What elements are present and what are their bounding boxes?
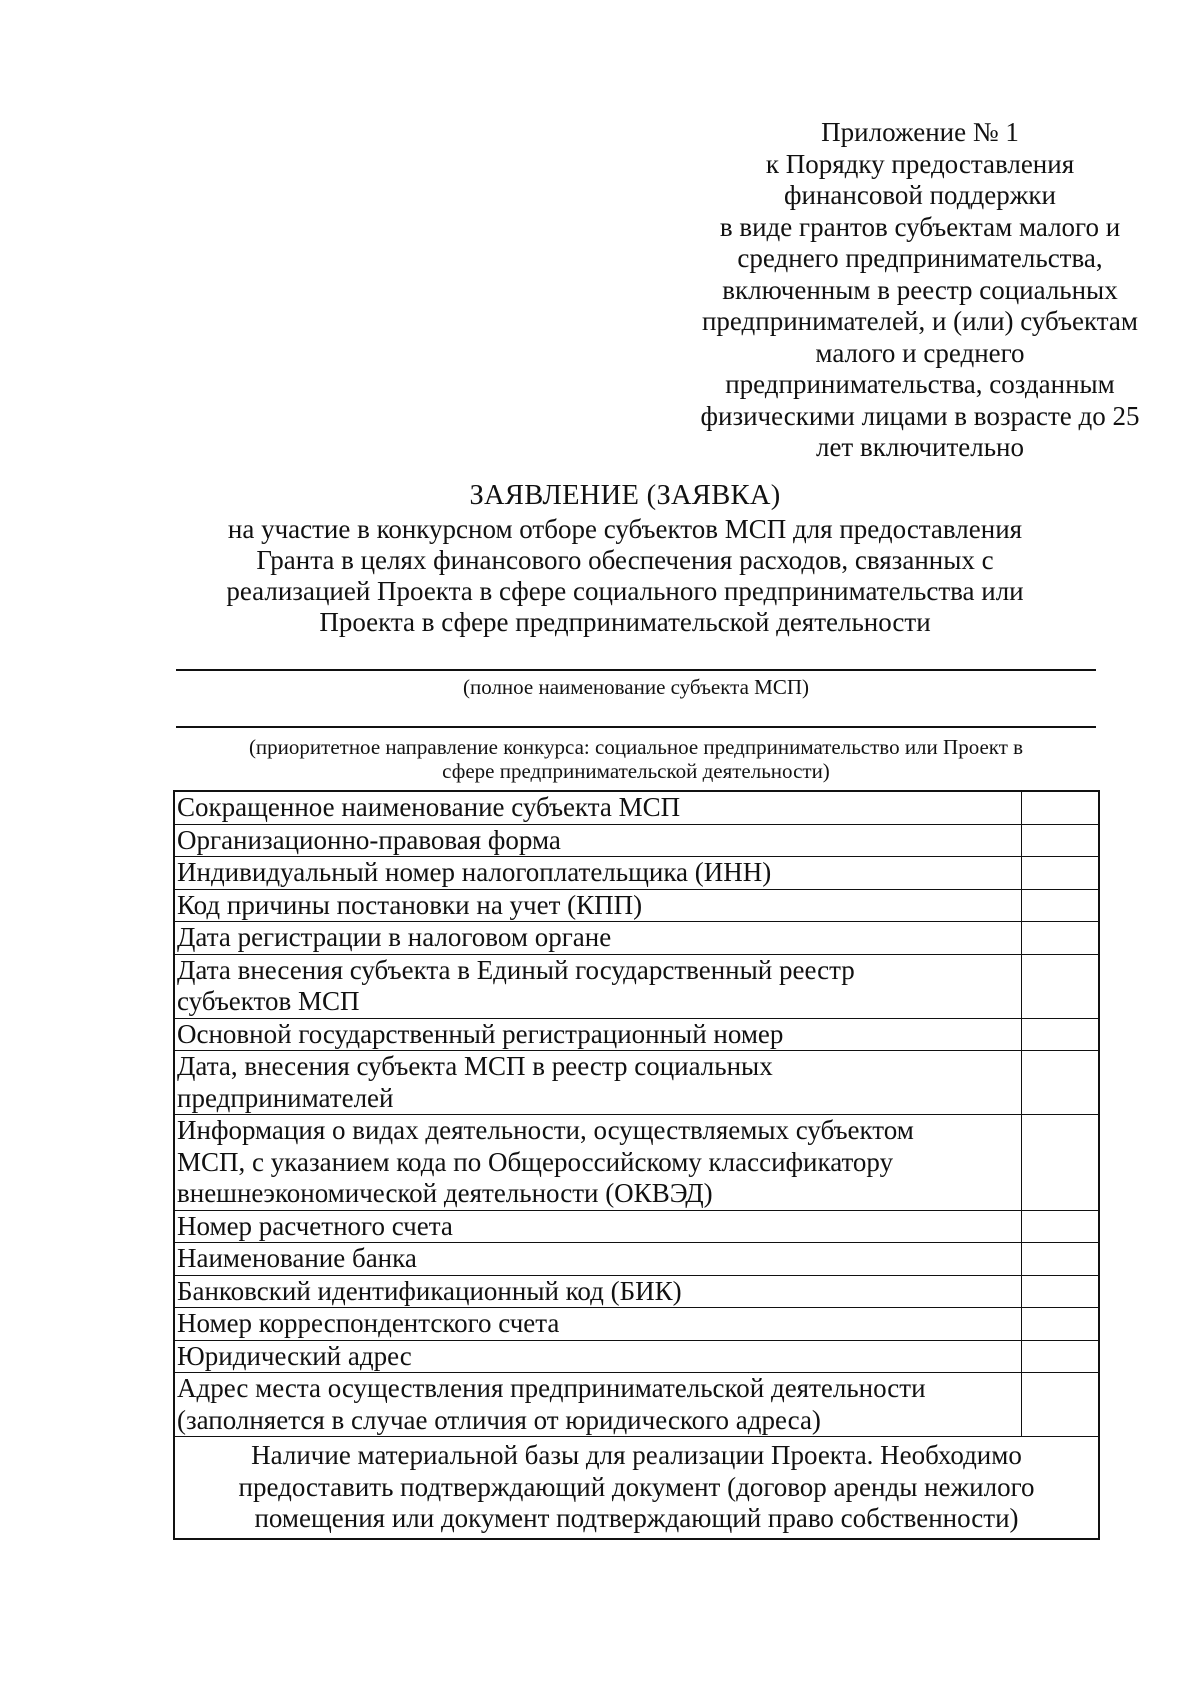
table-row [174, 824, 1099, 857]
field-label-line: Банковский идентификационный код (БИК) [177, 1275, 682, 1306]
document-subtitle-line: Проекта в сфере предпринимательской деятельности [319, 607, 931, 637]
field-label-line: Дата, внесения субъекта МСП в реестр социальных [177, 1051, 773, 1081]
field-label-line: Основной государственный регистрационный номер [177, 1018, 784, 1049]
field-label-line: субъектов МСП [177, 986, 360, 1016]
field-label-cell [174, 1051, 1022, 1115]
field-value-cell[interactable] [1022, 1340, 1100, 1373]
field-label-cell [174, 1308, 1022, 1341]
field-label-cell [174, 857, 1022, 890]
field-label-line: Организационно-правовая форма [177, 824, 561, 855]
field-label-line: предпринимателей [177, 1082, 394, 1113]
table-row [174, 1275, 1099, 1308]
field-label-cell [174, 1340, 1022, 1373]
appendix-line: среднего предпринимательства, [737, 243, 1103, 273]
table-row [174, 1018, 1099, 1051]
field-value-cell[interactable] [1022, 954, 1100, 1018]
table-row [174, 1243, 1099, 1276]
material-base-line: помещения или документ подтверждающий право собственности) [254, 1503, 1019, 1533]
field-label-line: Адрес места осуществления предпринимательской деятельности [177, 1373, 926, 1403]
field-label-line: Наименование банка [177, 1243, 417, 1273]
table-row [174, 954, 1099, 1018]
appendix-line: предпринимателей, и (или) субъектам [701, 306, 1139, 336]
appendix-line: в виде грантов субъектам малого и [719, 211, 1121, 242]
field-label-line: Сокращенное наименование субъекта МСП [177, 792, 681, 822]
field-label-cell [174, 954, 1022, 1018]
material-base-line: предоставить подтверждающий документ (договор аренды нежилого [238, 1471, 1035, 1502]
field-label-cell [174, 1373, 1022, 1437]
field-value-cell[interactable] [1022, 1210, 1100, 1243]
material-base-line: Наличие материальной базы для реализации Проекта. Необходимо [251, 1440, 1022, 1470]
appendix-line: лет включительно [815, 432, 1025, 462]
appendix-line: предпринимательства, созданным [725, 369, 1115, 399]
field-value-cell[interactable] [1022, 1018, 1100, 1051]
material-base-cell [174, 1437, 1099, 1539]
table-row [174, 791, 1099, 824]
field-label-cell [174, 1275, 1022, 1308]
appendix-line: Приложение № 1 [821, 117, 1019, 147]
full-name-fill-line[interactable] [176, 669, 1096, 671]
field-label-line: (заполняется в случае отличия от юридического адреса) [177, 1404, 821, 1435]
table-row [174, 1210, 1099, 1243]
appendix-line: включенным в реестр социальных [722, 274, 1118, 305]
document-subtitle-line: реализацией Проекта в сфере социального предпринимательства или [226, 576, 1024, 606]
field-value-cell[interactable] [1022, 1051, 1100, 1115]
field-value-cell[interactable] [1022, 1373, 1100, 1437]
field-value-cell[interactable] [1022, 922, 1100, 955]
direction-caption-line: (приоритетное направление конкурса: социальное предпринимательство или Проект в [248, 735, 1024, 759]
field-label-line: Дата регистрации в налоговом органе [177, 922, 612, 952]
full-name-caption: (полное наименование субъекта МСП) [462, 675, 810, 699]
field-label-cell [174, 889, 1022, 922]
table-row [174, 1308, 1099, 1341]
applicant-info-table [173, 790, 1100, 1540]
field-value-cell[interactable] [1022, 1275, 1100, 1308]
field-label-line: Юридический адрес [177, 1340, 412, 1371]
direction-fill-line[interactable] [176, 726, 1096, 728]
field-label-line: Дата внесения субъекта в Единый государственный реестр [177, 954, 855, 985]
table-row [174, 889, 1099, 922]
field-label-line: Индивидуальный номер налогоплательщика (ИНН) [177, 857, 772, 887]
material-base-row [174, 1437, 1099, 1539]
document-subtitle-line: на участие в конкурсном отборе субъектов МСП для предоставления [227, 514, 1023, 544]
table-row [174, 857, 1099, 890]
field-label-cell [174, 1210, 1022, 1243]
field-value-cell[interactable] [1022, 889, 1100, 922]
field-label-line: Номер расчетного счета [177, 1210, 453, 1241]
field-label-cell [174, 1018, 1022, 1051]
table-row [174, 1115, 1099, 1211]
table-row [174, 1340, 1099, 1373]
direction-caption-line: сфере предпринимательской деятельности) [442, 759, 830, 783]
document-title: ЗАЯВЛЕНИЕ (ЗАЯВКА) [469, 480, 781, 511]
field-value-cell[interactable] [1022, 857, 1100, 890]
field-value-cell[interactable] [1022, 791, 1100, 824]
appendix-line: физическими лицами в возрасте до 25 [700, 400, 1140, 431]
table-row [174, 1373, 1099, 1437]
appendix-line: к Порядку предоставления [765, 148, 1075, 179]
field-label-line: МСП, с указанием кода по Общероссийскому классификатору [177, 1146, 894, 1177]
field-value-cell[interactable] [1022, 1115, 1100, 1211]
field-label-line: внешнеэкономической деятельности (ОКВЭД) [177, 1178, 713, 1208]
field-label-line: Код причины постановки на учет (КПП) [177, 889, 643, 920]
document-subtitle-line: Гранта в целях финансового обеспечения расходов, связанных с [256, 545, 994, 575]
field-label-cell [174, 824, 1022, 857]
field-label-cell [174, 1243, 1022, 1276]
field-value-cell[interactable] [1022, 1243, 1100, 1276]
table-row [174, 1051, 1099, 1115]
field-label-cell [174, 791, 1022, 824]
field-label-cell [174, 922, 1022, 955]
appendix-line: малого и среднего [815, 337, 1025, 368]
table-row [174, 922, 1099, 955]
field-label-cell [174, 1115, 1022, 1211]
field-value-cell[interactable] [1022, 824, 1100, 857]
field-value-cell[interactable] [1022, 1308, 1100, 1341]
appendix-line: финансовой поддержки [784, 180, 1056, 210]
direction-caption [176, 735, 1096, 783]
field-label-line: Информация о видах деятельности, осуществляемых субъектом [177, 1115, 914, 1145]
application-heading [170, 478, 1080, 638]
field-label-line: Номер корреспондентского счета [177, 1308, 560, 1338]
appendix-block [660, 117, 1180, 464]
